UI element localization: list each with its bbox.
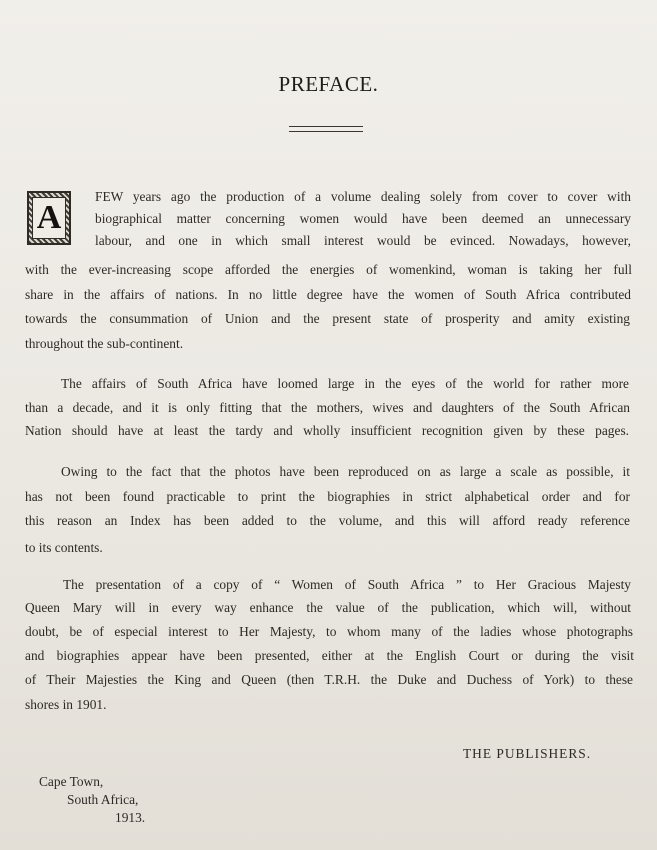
- paragraph-3-line-2: has not been found practicable to print the biographies in strict alphabetical order and for: [25, 489, 630, 504]
- paragraph-1-line-4: with the ever-increasing scope afforded the energies of womenkind, woman is taking her full: [25, 262, 632, 277]
- paragraph-1-line-2: biographical matter concerning women would have been deemed an unnecessary: [95, 211, 631, 226]
- paragraph-4-line-3: doubt, be of especial interest to Her Majesty, to whom many of the ladies whose photographs: [25, 624, 633, 639]
- paragraph-2-line-1: The affairs of South Africa have loomed large in the eyes of the world for rather more: [61, 376, 629, 391]
- paragraph-3-line-4: to its contents.: [25, 540, 103, 555]
- publisher-signature: THE PUBLISHERS.: [463, 746, 592, 761]
- paragraph-4-line-1: The presentation of a copy of “ Women of South Africa ” to Her Gracious Majesty: [63, 577, 631, 592]
- ornamental-drop-cap: [27, 191, 71, 245]
- paragraph-1-line-5: share in the affairs of nations. In no little degree have the women of South Africa contributed: [25, 287, 631, 302]
- drop-cap-letter: A: [32, 197, 67, 239]
- paragraph-4-line-6: shores in 1901.: [25, 697, 107, 712]
- paragraph-3-line-1: Owing to the fact that the photos have been reproduced on as large a scale as possible, it: [61, 464, 630, 479]
- page-title: PREFACE.: [278, 72, 379, 96]
- paragraph-3-line-3: this reason an Index has been added to the volume, and this will afford ready reference: [25, 513, 630, 528]
- paragraph-2-line-3: Nation should have at least the tardy and wholly insufficient recognition given by these pages.: [25, 423, 629, 438]
- paragraph-1-line-7: throughout the sub-continent.: [25, 336, 184, 351]
- paragraph-4-line-2: Queen Mary will in every way enhance the value of the publication, which will, without: [25, 600, 631, 615]
- paragraph-4-line-5: of Their Majesties the King and Queen (then T.R.H. the Duke and Duchess of York) to these: [25, 672, 633, 687]
- paragraph-1-line-1: FEW years ago the production of a volume dealing solely from cover to cover with: [95, 189, 631, 204]
- paragraph-2-line-2: than a decade, and it is only fitting that the mothers, wives and daughters of the South African: [25, 400, 630, 415]
- place-city: Cape Town,: [39, 774, 104, 789]
- publication-year: 1913.: [115, 810, 146, 825]
- paragraph-1-line-3: labour, and one in which small interest would be evinced. Nowadays, however,: [95, 233, 631, 248]
- paragraph-4-line-4: and biographies appear have been presented, either at the English Court or during the visit: [25, 648, 634, 663]
- double-rule-divider: [289, 126, 363, 132]
- place-country: South Africa,: [67, 792, 139, 807]
- paragraph-1-line-6: towards the consummation of Union and the present state of prosperity and amity existing: [25, 311, 630, 326]
